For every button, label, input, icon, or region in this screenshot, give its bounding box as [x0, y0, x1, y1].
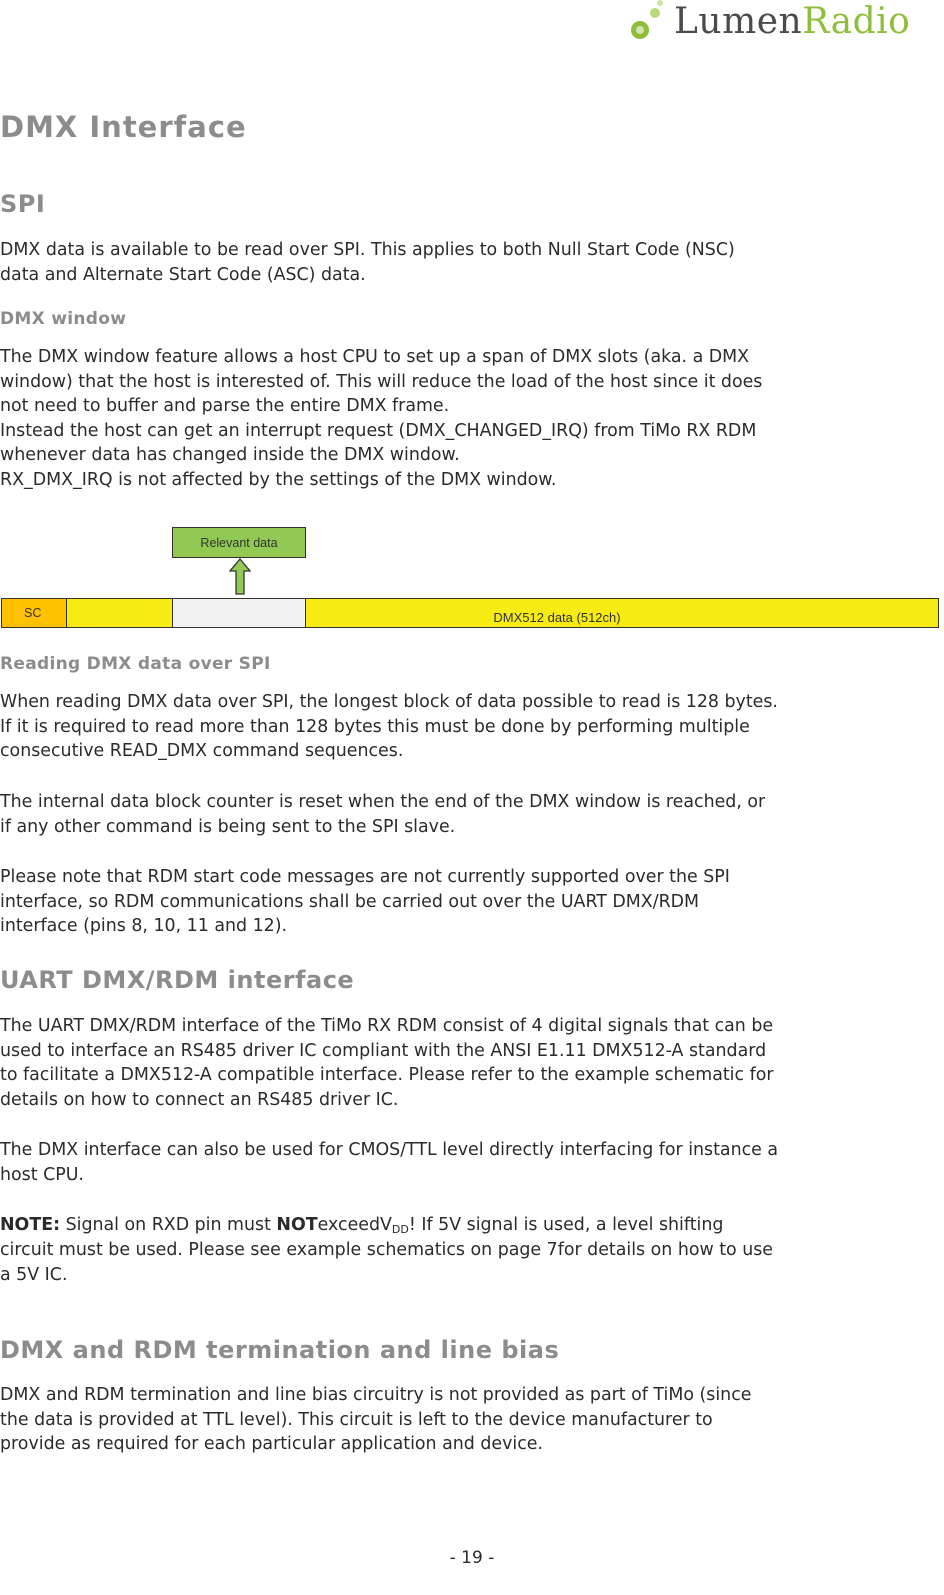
reading-paragraph-1: When reading DMX data over SPI, the longest block of data possible to read is 128 bytes. If it is required to read more than 128 bytes this must be done by performing multiple consecutive READ_DMX command sequences.: [0, 692, 778, 761]
dmx512-data-box: DMX512 data (512ch): [305, 598, 939, 628]
note-text-b: exceedV: [317, 1215, 392, 1235]
dmx-slots-before-window: [66, 598, 173, 628]
termination-text: DMX and RDM termination and line bias circuitry is not provided as part of TiMo (since the data is provided at TTL level). This circuit is left to the device manufacturer to provide as required for each particular application and device.: [0, 1385, 752, 1454]
uart-paragraph-2: The DMX interface can also be used for CMOS/TTL level directly interfacing for instance a host CPU.: [0, 1140, 779, 1185]
note-not: NOT: [276, 1215, 318, 1235]
uart-note-continued: circuit must be used. Please see example schematics on page 7for details on how to use a 5V IC.: [0, 1240, 773, 1285]
relevant-data-box: Relevant data: [172, 527, 306, 558]
logo-text-lumen: Lumen: [674, 1, 803, 42]
heading-uart: UART DMX/RDM interface: [0, 966, 355, 994]
note-label: NOTE:: [0, 1215, 61, 1235]
dmx-window-text: The DMX window feature allows a host CPU to set up a span of DMX slots (aka. a DMX window) that the host is interested of. This will reduce the load of the host since it does not need to buffer and parse the entire DMX frame. Instead the host can get an interrupt request (DMX_CHANGED_IRQ) from TiMo RX RDM whenever data has changed inside the DMX window. RX_DMX_IRQ is not affected by the settings of the DMX window.: [0, 347, 763, 490]
heading-reading-dmx-spi: Reading DMX data over SPI: [0, 654, 271, 674]
heading-spi: SPI: [0, 190, 46, 218]
up-arrow-icon: [229, 558, 251, 596]
reading-paragraph-2: The internal data block counter is reset when the end of the DMX window is reached, or if any other command is being sent to the SPI slave.: [0, 792, 766, 837]
uart-paragraph-1: The UART DMX/RDM interface of the TiMo RX RDM consist of 4 digital signals that can be used to interface an RS485 driver IC compliant with the ANSI E1.11 DMX512-A standard to facilitate a DMX512-A compatible interface. Please refer to the example schematic for details on how to connect an RS485 driver IC.: [0, 1016, 774, 1110]
heading-termination: DMX and RDM termination and line bias: [0, 1336, 560, 1364]
reading-paragraph-3: Please note that RDM start code messages are not currently supported over the SPI interface, so RDM communications shall be carried out over the UART DMX/RDM interface (pins 8, 10, 11 and 12).: [0, 867, 730, 936]
page-title: DMX Interface: [0, 110, 247, 144]
page-number: - 19 -: [449, 1548, 495, 1568]
logo-dots-icon: [624, 0, 674, 48]
heading-dmx-window: DMX window: [0, 309, 127, 329]
logo-text-radio: Radio: [802, 1, 911, 42]
dmx-window-slots: [172, 598, 306, 628]
note-text-a: Signal on RXD pin must: [60, 1215, 277, 1235]
spi-intro: DMX data is available to be read over SPI. This applies to both Null Start Code (NSC) data and Alternate Start Code (ASC) data.: [0, 240, 735, 285]
start-code-box: SC: [1, 598, 67, 628]
lumenradio-logo: [624, 0, 934, 48]
note-text-c: ! If 5V signal is used, a level shifting: [408, 1215, 724, 1235]
note-subscript: DD: [391, 1223, 409, 1236]
